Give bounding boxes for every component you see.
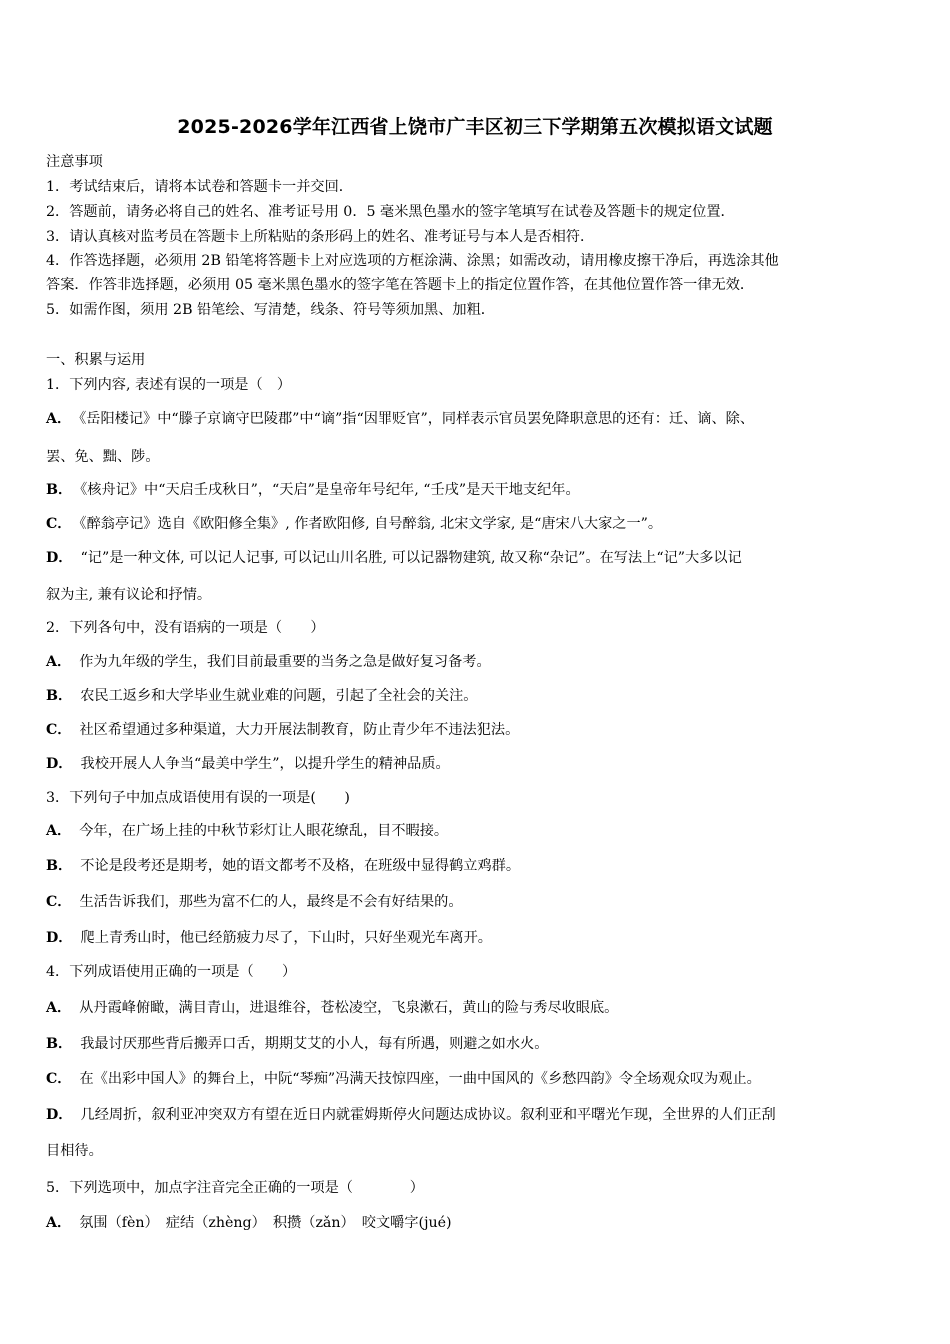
option-text: 生活告诉我们，那些为富不仁的人，最终是不会有好结果的。 <box>79 894 463 910</box>
question-stem: 4．下列成语使用正确的一项是（ ） <box>46 964 297 980</box>
option-key: D． <box>46 930 73 946</box>
option-d <box>46 928 492 948</box>
option-text: 《岳阳楼记》中“滕子京谪守巴陵郡”中“谪”指“因罪贬官”，同样表示官员罢免降职意思的还有：迁、谪、除、 <box>79 411 755 427</box>
option-key: B． <box>46 858 73 874</box>
option-text: 从丹霞峰俯瞰，满目青山，进退维谷，苍松凌空，飞泉漱石，黄山的险与秀尽收眼底。 <box>79 1000 619 1016</box>
question-stem: 3．下列句子中加点成语使用有误的一项是( ) <box>46 790 350 806</box>
notice-item: 答案．作答非选择题，必须用 05 毫米黑色墨水的签字笔在答题卡上的指定位置作答，在其他位置作答一律无效． <box>46 277 755 293</box>
option-c <box>46 892 463 912</box>
option-key: C． <box>46 894 72 910</box>
option-a <box>46 821 448 841</box>
option-a <box>46 409 754 429</box>
option-d <box>46 1105 776 1125</box>
section-heading: 一、积累与运用 <box>46 352 146 368</box>
option-text: 《醉翁亭记》选自《欧阳修全集》, 作者欧阳修, 自号醉翁, 北宋文学家, 是“唐宋八大家之一”。 <box>79 516 663 532</box>
option-text: 今年，在广场上挂的中秋节彩灯让人眼花缭乱，目不暇接。 <box>79 823 449 839</box>
notice-item: 2．答题前，请务必将自己的姓名、准考证号用 0．5 毫米黑色墨水的签字笔填写在试卷及答题卡的规定位置． <box>46 204 735 220</box>
notice-heading: 注意事项 <box>46 154 103 170</box>
option-b <box>46 480 580 500</box>
option-key: A． <box>46 411 72 427</box>
option-text: 氛围（fèn） 症结（zhèng） 积攒（zǎn） 咬文嚼字(jué) <box>79 1215 452 1231</box>
option-key: A． <box>46 823 72 839</box>
option-c <box>46 1069 761 1089</box>
option-c <box>46 720 519 740</box>
option-a <box>46 998 618 1018</box>
option-continuation: 罢、免、黜、陟。 <box>46 449 160 465</box>
notice-item: 5．如需作图，须用 2B 铅笔绘、写清楚，线条、符号等须加黑、加粗． <box>46 302 495 318</box>
option-key: A． <box>46 1000 72 1016</box>
option-a <box>46 1213 452 1233</box>
option-a <box>46 652 491 672</box>
option-text: 社区希望通过多种渠道，大力开展法制教育，防止青少年不违法犯法。 <box>79 722 520 738</box>
option-b <box>46 1034 548 1054</box>
option-b <box>46 856 520 876</box>
notice-item: 4．作答选择题，必须用 2B 铅笔将答题卡上对应选项的方框涂满、涂黑；如需改动，请用橡皮擦干净后，再选涂其他 <box>46 253 779 269</box>
page-title: 2025-2026学年江西省上饶市广丰区初三下学期第五次模拟语文试题 <box>177 116 773 138</box>
question-stem: 1．下列内容, 表述有误的一项是（ ） <box>46 377 292 393</box>
option-text: 《核舟记》中“天启壬戌秋日”，“天启”是皇帝年号纪年, “壬戌”是天干地支纪年。 <box>80 482 580 498</box>
option-key: B． <box>46 482 73 498</box>
option-text: “记”是一种文体, 可以记人记事, 可以记山川名胜, 可以记器物建筑, 故又称“杂记”。在写法上“记”大多以记 <box>80 550 742 566</box>
notice-item: 1．考试结束后，请将本试卷和答题卡一并交回． <box>46 179 353 195</box>
option-text: 几经周折，叙利亚冲突双方有望在近日内就霍姆斯停火问题达成协议。叙利亚和平曙光乍现，全世界的人们正刮 <box>80 1107 776 1123</box>
option-key: D． <box>46 756 73 772</box>
question-stem: 2．下列各句中，没有语病的一项是（ ） <box>46 620 325 636</box>
option-continuation: 目相待。 <box>46 1143 103 1159</box>
notice-item: 3．请认真核对监考员在答题卡上所粘贴的条形码上的姓名、准考证号与本人是否相符． <box>46 229 595 245</box>
option-text: 我校开展人人争当“最美中学生”，以提升学生的精神品质。 <box>80 756 450 772</box>
option-text: 我最讨厌那些背后搬弄口舌，期期艾艾的小人，每有所遇，则避之如水火。 <box>80 1036 549 1052</box>
option-key: C． <box>46 722 72 738</box>
question-stem: 5．下列选项中，加点字注音完全正确的一项是（ ） <box>46 1180 424 1196</box>
option-key: A． <box>46 1215 72 1231</box>
option-c <box>46 514 662 534</box>
option-text: 作为九年级的学生，我们目前最重要的当务之急是做好复习备考。 <box>79 654 491 670</box>
option-key: C． <box>46 1071 72 1087</box>
option-key: C． <box>46 516 72 532</box>
option-continuation: 叙为主, 兼有议论和抒情。 <box>46 587 212 603</box>
option-key: D． <box>46 550 73 566</box>
option-text: 在《出彩中国人》的舞台上，中阮“琴痴”冯满天技惊四座，一曲中国风的《乡愁四韵》令全场观众叹为观止。 <box>79 1071 761 1087</box>
option-d <box>46 754 450 774</box>
option-key: B． <box>46 1036 73 1052</box>
option-text: 农民工返乡和大学毕业生就业难的问题，引起了全社会的关注。 <box>80 688 478 704</box>
option-d <box>46 548 742 568</box>
option-text: 爬上青秀山时，他已经筋疲力尽了，下山时，只好坐观光车离开。 <box>80 930 492 946</box>
option-b <box>46 686 477 706</box>
option-key: B． <box>46 688 73 704</box>
option-key: A． <box>46 654 72 670</box>
option-key: D． <box>46 1107 73 1123</box>
option-text: 不论是段考还是期考，她的语文都考不及格，在班级中显得鹤立鸡群。 <box>80 858 521 874</box>
